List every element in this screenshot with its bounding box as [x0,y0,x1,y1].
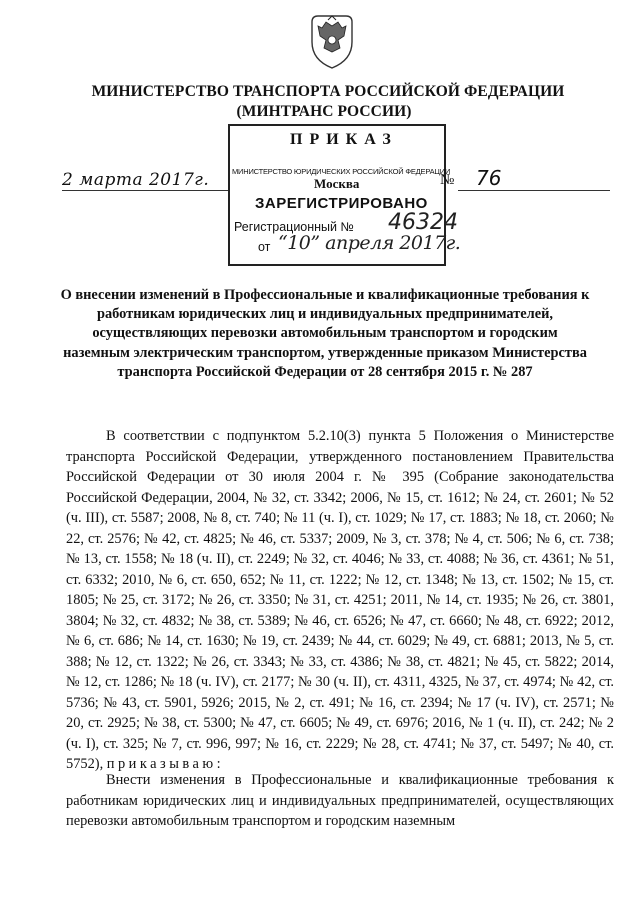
stamp-reg-number: 46324 [388,210,458,235]
ministry-short-name: (МИНТРАНС РОССИИ) [236,103,412,120]
order-number: 76 [476,166,502,190]
document-title: О внесении изменений в Профессиональные и квалификационные требования к работникам юридических лиц и индивидуальных предпринимателей, осуществляющих перевозки автомобильным транспортом и городским наземным электрическим транспортом, утвержденные приказом Министерства транспорта Российской Федерации от 28 сентября 2015 г. № 287 [60,287,590,380]
coat-of-arms-icon [306,12,358,70]
body-paragraph: Внести изменения в Профессиональные и квалификационные требования к работникам юридических лиц и индивидуальных предпринимателей, осуществляющих перевозки автомобильным транспортом и городским наземным [66,772,614,829]
order-date: 2 марта 2017г. [62,170,210,190]
order-verb: приказываю: [106,756,225,772]
stamp-organization: МИНИСТЕРСТВО ЮРИДИЧЕСКИХ РОССИЙСКОЙ ФЕДЕРАЦИИ [232,167,451,176]
stamp-city: Москва [314,176,360,191]
preamble-paragraph [66,426,614,775]
number-underline [458,190,610,191]
stamp-reg-date: “10” апреля 2017г. [278,232,461,254]
ministry-name: МИНИСТЕРСТВО ТРАНСПОРТА РОССИЙСКОЙ ФЕДЕРАЦИИ [91,83,565,100]
document-type: ПРИКАЗ [290,131,398,148]
stamp-reg-label: Регистрационный № [234,220,354,234]
stamp-reg-ot: от [258,240,271,254]
order-number-sign: № [440,172,455,188]
stamp-registered: ЗАРЕГИСТРИРОВАНО [255,195,428,212]
date-underline [62,190,228,191]
preamble-text: В соответствии с подпунктом 5.2.10(3) пункта 5 Положения о Министерстве транспорта Российской Федерации, утвержденного постановлением Правительства Российской Федерации от 30 июля 2004 г. № 395 (Собрание законодательства Российской Федерации, 2004, № 32, ст. 3342; 2006, № 15, ст. 1612; № 24, ст. 2601; № 52 (ч. III), ст. 5587; 2008, № 8, ст. 740; № 11 (ч. I), ст. 1029; № 17, ст. 1883; № 18, ст. 2060; № 22, ст. 2576; № 42, ст. 4825; № 46, ст. 5337; 2009, № 3, ст. 378; № 4, ст. 506; № 6, ст. 738; № 13, ст. 1558; № 18 (ч. II), ст. 2249; № 32, ст. 4046; № 33, ст. 4088; № 36, ст. 4361; № 51, ст. 6332; 2010, № 6, ст. 650, 652; № 11, ст. 1222; № 12, ст. 1348; № 13, ст. 1502; № 15, ст. 1805; № 25, ст. 3172; № 26, ст. 3350; № 31, ст. 4251; 2011, № 14, ст. 1935; № 26, ст. 3801, 3804; № 32, ст. 4832; № 38, ст. 5389; № 46, ст. 6526; № 47, ст. 6660; № 48, ст. 6922; 2012, № 6, ст. 686; № 14, ст. 1630; № 19, ст. 2439; № 44, ст. 6029; № 49, ст. 6881; 2013, № 5, ст. 388; № 12, ст. 1322; № 26, ст. 3343; № 33, ст. 4386; № 38, ст. 4821; № 45, ст. 5822; 2014, № 12, ст. 1286; № 18 (ч. IV), ст. 2177; № 30 (ч. II), ст. 4311, 4325, № 37, ст. 4974; № 42, ст. 5736; № 43, ст. 5901, 5926; 2015, № 2, ст. 491; № 16, ст. 2394; № 17 (ч. IV), ст. 2571; № 20, ст. 2925; № 38, ст. 5300; № 47, ст. 6605; № 49, ст. 6976; 2016, № 1 (ч. II), ст. 242; № 2 (ч. I), ст. 325; № 7, ст. 996, 997; № 16, ст. 2229; № 28, ст. 4741; № 37, ст. 5497; № 40, ст. 5752), [66,428,614,772]
